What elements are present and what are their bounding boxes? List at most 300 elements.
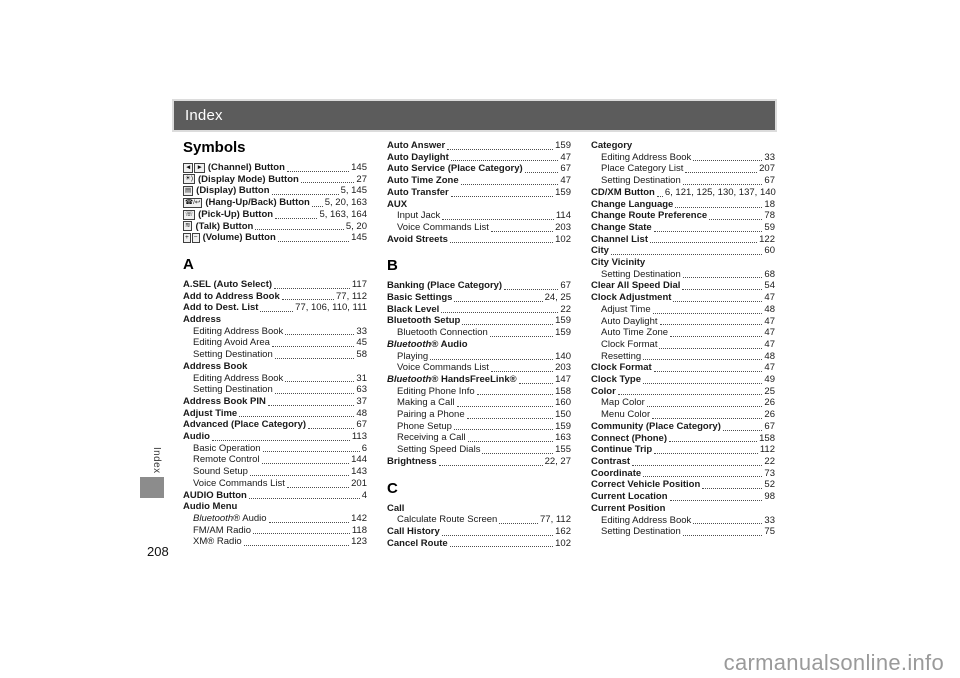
entry-pages: 59 [764,221,775,233]
index-entry [387,386,571,398]
dot-leader [282,299,334,300]
index-entry [387,397,571,409]
entry-label: Menu Color [601,409,651,421]
entry-label: Setting Destination [601,526,681,538]
dot-leader [519,383,554,384]
index-entry [591,292,775,304]
entry-label: Setting Destination [193,349,273,361]
dot-leader [447,149,553,150]
entry-pages: 122 [759,233,775,245]
index-entry [591,234,775,246]
index-entry [591,280,775,292]
dot-leader [249,498,360,499]
entry-pages: 26 [764,409,775,421]
channel-button-icon: ◄ [185,163,192,171]
dot-leader [451,160,559,161]
dot-leader [285,381,354,382]
dot-leader [653,313,763,314]
dot-leader [670,500,763,501]
entry-label: Change Language [591,198,674,210]
dot-leader [451,196,553,197]
dot-leader [275,358,355,359]
entry-pages: 77, 112 [540,514,571,526]
entry-pages: 48 [356,407,367,419]
entry-label: Setting Speed Dials [397,444,481,456]
page-header-bar [172,99,777,132]
entry-label: AUX [387,198,408,210]
dot-leader [654,231,763,232]
entry-pages: 31 [356,372,367,384]
entry-label: XM® Radio [193,536,242,548]
entry-label: Category [591,140,633,151]
dot-leader [212,440,350,441]
dot-leader [673,301,762,302]
dot-leader [260,311,293,312]
entry-pages: 159 [555,140,571,151]
index-entry [183,361,367,373]
entry-label: Clear All Speed Dial [591,280,681,292]
entry-label: Call [387,502,405,514]
entry-label: Continue Trip [591,444,653,456]
entry-label: Advanced (Place Category) [183,419,307,431]
entry-label: Color [591,385,616,397]
dot-leader [285,334,354,335]
entry-pages: 52 [764,479,775,491]
index-entry [591,269,775,281]
entry-pages: 5, 163, 164 [319,208,367,220]
entry-pages: 67 [560,163,571,175]
dot-leader [657,196,663,197]
index-entry [387,222,571,234]
dot-leader [430,359,553,360]
entry-label: (Volume) Button [202,232,276,244]
index-entry [591,152,775,164]
entry-pages: 203 [555,362,571,374]
entry-pages: 47 [764,327,775,339]
entry-pages: 68 [764,268,775,280]
index-columns [183,140,775,549]
entry-pages: 26 [764,397,775,409]
index-entry [591,503,775,515]
index-entry [387,292,571,304]
dot-leader [287,171,349,172]
index-entry [387,280,571,292]
entry-label: A.SEL (Auto Select) [183,278,273,290]
index-entry [591,163,775,175]
index-entry [183,314,367,326]
index-entry [387,421,571,433]
entry-pages: 47 [560,151,571,163]
dot-leader [272,346,354,347]
entry-label: City [591,245,609,257]
watermark-text: carmanualsonline.info [723,650,944,675]
index-entry [387,339,571,351]
entry-label: Map Color [601,397,645,409]
entry-pages: 143 [351,466,367,478]
index-entry [591,199,775,211]
dot-leader [702,488,762,489]
dot-leader [262,463,350,464]
dot-leader [263,451,360,452]
dot-leader [611,254,762,255]
entry-pages: 142 [351,512,367,524]
entry-label: Clock Adjustment [591,292,672,304]
index-entry [591,456,775,468]
entry-pages: 117 [351,278,367,290]
index-entry [183,326,367,338]
entry-label: Editing Address Book [193,325,284,337]
entry-label: (Display Mode) Button [198,173,299,185]
index-entry [183,373,367,385]
entry-pages: 77, 112 [336,290,367,302]
index-entry [591,327,775,339]
index-entry [387,234,571,246]
entry-label: Address [183,314,222,326]
dot-leader [275,393,355,394]
entry-pages: 54 [764,280,775,292]
dot-leader [272,194,339,195]
entry-pages: 144 [351,454,367,466]
entry-label: Playing [397,350,429,362]
dot-leader [477,394,553,395]
dot-leader [525,172,559,173]
dot-leader [312,206,323,207]
entry-pages: 147 [555,373,571,385]
dot-leader [457,406,554,407]
entry-label: Editing Avoid Area [193,337,270,349]
entry-label: CD/XM Button [591,186,655,198]
entry-pages: 112 [759,444,775,456]
dot-leader [652,418,762,419]
dot-leader [239,416,354,417]
entry-label: Auto Answer [387,140,446,151]
entry-pages: 33 [764,151,775,163]
entry-pages: 207 [759,163,775,175]
index-entry [183,525,367,537]
entry-label: Editing Address Book [601,514,692,526]
entry-pages: 6, 121, 125, 130, 137, 140 [664,186,776,198]
index-entry [183,419,367,431]
entry-pages: 67 [560,280,571,292]
dot-leader [308,428,354,429]
index-entry [387,351,571,363]
index-entry [387,199,571,211]
dot-leader [504,289,558,290]
entry-label: Auto Daylight [387,151,449,163]
dot-leader [462,324,553,325]
entry-label: Place Category List [601,163,684,175]
entry-label: Clock Format [591,362,652,374]
entry-pages: 37 [356,395,367,407]
dot-leader [632,465,762,466]
entry-label: (Hang-Up/Back) Button [205,197,310,209]
entry-pages: 47 [764,362,775,374]
dot-leader [659,348,762,349]
side-tab-label: Index [151,447,162,474]
entry-pages: 60 [764,245,775,257]
index-entry [183,396,367,408]
entry-label: Connect (Phone) [591,432,667,444]
dot-leader [643,359,762,360]
talk-button-icon: ≋ [185,222,191,230]
entry-label: Address Book PIN [183,395,266,407]
entry-pages: 33 [356,325,367,337]
entry-label: Bluetooth Connection [397,327,488,339]
index-entry [183,174,367,186]
entry-pages: 63 [356,384,367,396]
pick-up-button-icon: ☏ [185,210,194,218]
volume-button-icon: + [185,233,189,241]
index-entry [183,279,367,291]
entry-pages: 22 [560,303,571,315]
entry-pages: 159 [555,327,571,339]
index-entry [183,302,367,314]
index-entry [183,291,367,303]
entry-pages: 78 [764,210,775,222]
entry-pages: 25 [764,385,775,397]
index-entry [591,374,775,386]
entry-label: Change State [591,221,652,233]
dot-leader [482,453,553,454]
entry-pages: 48 [764,350,775,362]
entry-label: Auto Time Zone [387,175,459,187]
entry-label: Remote Control [193,454,260,466]
entry-pages: 18 [764,198,775,210]
dot-leader [660,324,763,325]
dot-leader [454,301,542,302]
dot-leader [683,535,763,536]
dot-leader [491,371,553,372]
dot-leader [643,383,762,384]
index-column-3 [591,140,775,549]
index-entry [591,433,775,445]
dot-leader [301,182,355,183]
entry-label: Call History [387,525,440,537]
dot-leader [450,546,553,547]
entry-label: Receiving a Call [397,432,466,444]
entry-pages: 5, 20, 163 [324,197,367,209]
entry-label: Bluetooth® Audio [193,512,267,524]
index-entry [591,526,775,538]
index-entry [183,443,367,455]
dot-leader [650,242,757,243]
entry-pages: 24, 25 [544,292,571,304]
index-entry [387,163,571,175]
dot-leader [269,522,350,523]
entry-pages: 162 [555,525,571,537]
entry-pages: 47 [560,175,571,187]
entry-pages: 150 [555,409,571,421]
dot-leader [683,184,763,185]
index-entry [387,175,571,187]
index-entry [183,209,367,221]
entry-label: Black Level [387,303,440,315]
dot-leader [287,487,349,488]
index-entry [591,468,775,480]
entry-pages: 5, 145 [340,185,367,197]
entry-label: Adjust Time [601,303,651,315]
entry-label: Bluetooth® HandsFreeLink® [387,373,517,385]
channel-button-icon: ► [196,163,203,171]
entry-label: Clock Type [591,374,641,386]
entry-pages: 22 [764,455,775,467]
entry-pages: 203 [555,221,571,233]
index-entry [183,454,367,466]
entry-label: Adjust Time [183,407,238,419]
entry-pages: 98 [764,491,775,503]
entry-label: (Pick-Up) Button [198,208,274,220]
section-heading-c: C [387,479,398,497]
entry-label: Setting Destination [601,175,681,187]
entry-label: Clock Format [601,338,658,350]
dot-leader [468,441,553,442]
entry-pages: 102 [555,537,571,549]
index-entry [387,152,571,164]
index-entry [591,351,775,363]
dot-leader [723,430,763,431]
index-entry [183,490,367,502]
index-entry [183,513,367,525]
index-entry [183,221,367,233]
entry-label: (Talk) Button [195,220,254,232]
entry-label: Pairing a Phone [397,409,465,421]
entry-label: Current Location [591,491,668,503]
entry-pages: 67 [356,419,367,431]
entry-pages: 22, 27 [544,455,571,467]
dot-leader [675,207,762,208]
index-entry [387,503,571,515]
entry-label: Change Route Preference [591,210,708,222]
index-entry [591,421,775,433]
index-entry [387,140,571,152]
entry-pages: 47 [764,292,775,304]
entry-pages: 33 [764,514,775,526]
dot-leader [244,545,349,546]
entry-label: Auto Daylight [601,315,658,327]
index-entry [591,257,775,269]
entry-pages: 159 [555,315,571,327]
index-entry [183,478,367,490]
entry-pages: 158 [555,385,571,397]
entry-label: Coordinate [591,467,642,479]
entry-label: City Vicinity [591,257,646,269]
index-entry [183,384,367,396]
entry-label: Cancel Route [387,537,448,549]
index-entry [183,185,367,197]
entry-label: Audio [183,431,210,443]
entry-label: Basic Operation [193,442,261,454]
dot-leader [268,405,355,406]
entry-pages: 45 [356,337,367,349]
entry-label: Setting Destination [601,268,681,280]
entry-label: Editing Address Book [193,372,284,384]
index-entry [387,444,571,456]
entry-label: Current Position [591,502,666,514]
dot-leader [654,453,758,454]
entry-pages: 158 [759,432,775,444]
entry-label: Correct Vehicle Position [591,479,701,491]
dot-leader [439,465,543,466]
display-button-icon: ▤ [185,187,192,195]
dot-leader [253,533,350,534]
entry-pages: 113 [351,431,367,443]
entry-pages: 118 [351,524,367,536]
dot-leader [450,242,553,243]
dot-leader [685,172,757,173]
index-entry [591,397,775,409]
entry-pages: 123 [351,536,367,548]
dot-leader [693,523,762,524]
index-entry [591,479,775,491]
dot-leader [618,394,763,395]
entry-pages: 75 [764,526,775,538]
side-tab-marker [140,477,164,498]
dot-leader [467,418,554,419]
entry-pages: 6 [361,442,367,454]
dot-leader [274,288,350,289]
dot-leader [669,441,757,442]
volume-button-icon: − [193,233,198,241]
hang-up-back-button-icon: ☎/↩ [185,198,201,206]
entry-label: Voice Commands List [193,477,285,489]
index-entry [183,232,367,244]
index-entry [591,175,775,187]
entry-label: Address Book [183,360,248,372]
display-mode-button-icon: ☀) [185,175,193,183]
dot-leader [654,371,763,372]
entry-pages: 5, 20 [345,220,367,232]
entry-label: Editing Address Book [601,151,692,163]
entry-pages: 49 [764,374,775,386]
index-entry [387,210,571,222]
section-heading-symbols: Symbols [183,139,246,156]
entry-label: Basic Settings [387,292,453,304]
index-entry [183,162,367,174]
entry-label: Resetting [601,350,642,362]
dot-leader [275,218,317,219]
dot-leader [682,289,762,290]
index-entry [183,431,367,443]
entry-pages: 77, 106, 110, 111 [295,302,367,314]
dot-leader [255,229,344,230]
page-number: 208 [147,544,169,559]
entry-pages: 67 [764,420,775,432]
entry-pages: 163 [555,432,571,444]
entry-pages: 58 [356,349,367,361]
index-entry [387,327,571,339]
entry-label: (Display) Button [196,185,270,197]
index-entry [591,339,775,351]
entry-label: AUDIO Button [183,489,247,501]
entry-label: Avoid Streets [387,233,448,245]
index-entry [183,349,367,361]
dot-leader [442,535,553,536]
index-entry [591,515,775,527]
entry-label: Add to Address Book [183,290,280,302]
index-entry [591,316,775,328]
entry-label: Channel List [591,233,649,245]
entry-label: Auto Time Zone [601,327,669,339]
entry-label: Editing Phone Info [397,385,475,397]
entry-pages: 140 [555,350,571,362]
index-entry [591,444,775,456]
entry-label: Community (Place Category) [591,420,721,432]
index-entry [183,501,367,513]
entry-pages: 102 [555,233,571,245]
index-entry [591,386,775,398]
index-entry [591,491,775,503]
index-column-2 [387,140,571,549]
